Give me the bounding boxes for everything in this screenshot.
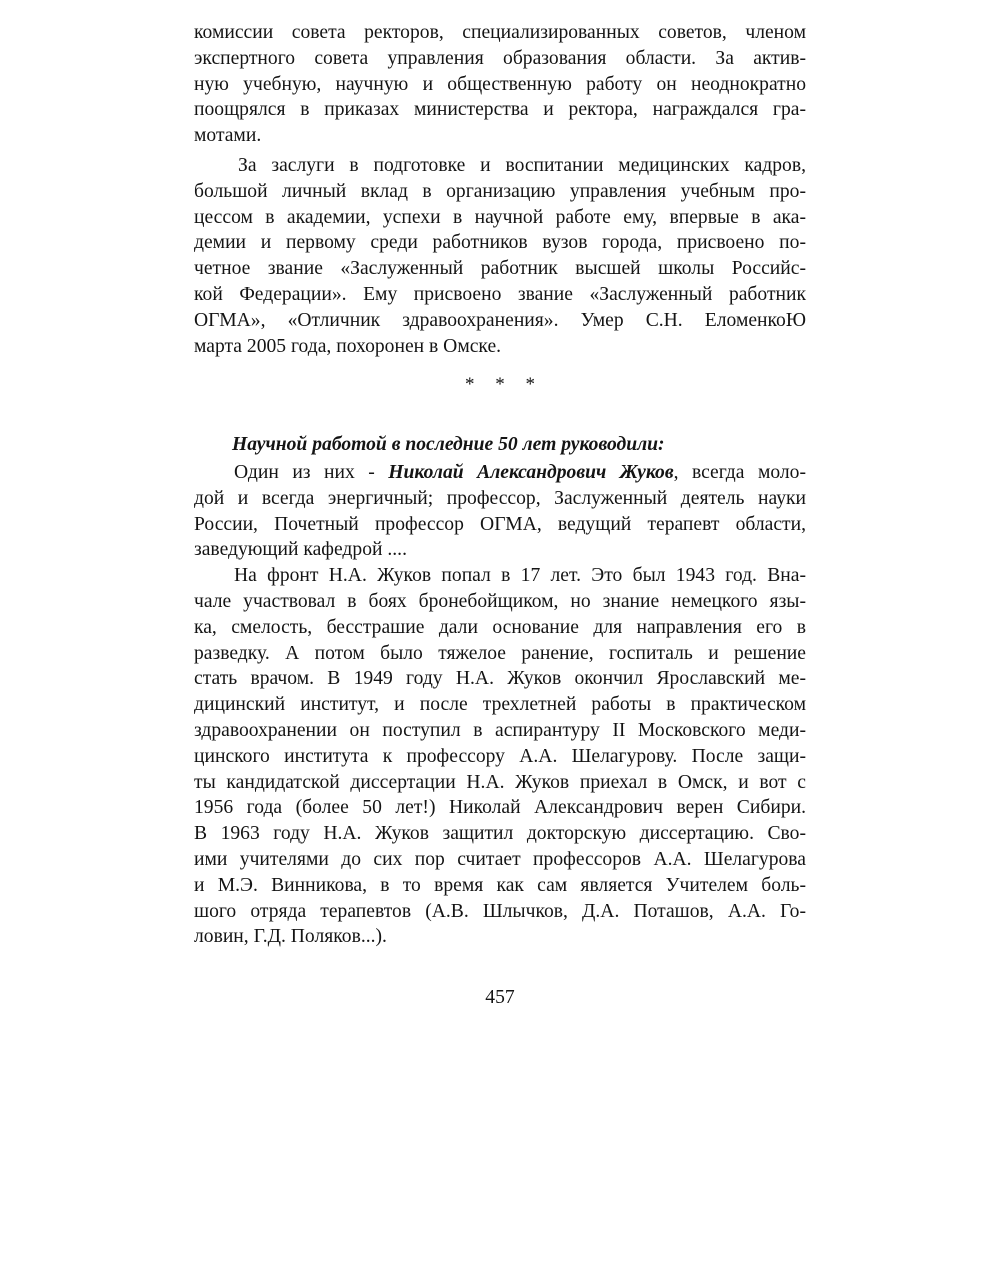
text-line: кой Федерации». Ему присвоено звание «Заслуженный работник — [194, 283, 806, 305]
lead-text: Один из них - — [234, 462, 389, 483]
text-line: За заслуги в подготовке и воспитании медицинских кадров, — [238, 154, 806, 176]
text-line: дой и всегда энергичный; профессор, Заслуженный деятель науки — [194, 487, 806, 509]
text-line: 1956 года (более 50 лет!) Николай Александрович верен Сибири. — [194, 797, 806, 819]
document-page — [194, 20, 806, 1008]
section-2 — [194, 460, 806, 950]
paragraph-3 — [194, 460, 806, 563]
text-line: мотами. — [194, 125, 262, 147]
text-line: марта 2005 года, похоронен в Омске. — [194, 335, 502, 357]
text-line: ную учебную, научную и общественную работу он неоднократно — [194, 73, 806, 95]
paragraph-2 — [194, 153, 806, 359]
text-line: России, Почетный профессор ОГМА, ведущий терапевт области, — [194, 513, 806, 535]
text-line: чале участвовал в боях бронебойщиком, но знание немецкого язы- — [194, 590, 806, 612]
section-separator: * * * — [465, 374, 543, 395]
text-line: ка, смелость, бесстрашие дали основание для направления его в — [194, 616, 806, 638]
paragraph-1 — [194, 20, 806, 149]
text-line: В 1963 году Н.А. Жуков защитил докторскую диссертацию. Сво- — [194, 823, 806, 845]
text-line: демии и первому среди работников вузов города, присвоено по- — [194, 232, 806, 254]
text-line — [194, 460, 806, 486]
page-number: 457 — [485, 987, 515, 1008]
text-line: ловин, Г.Д. Поляков...). — [194, 926, 387, 948]
person-name: Николай Александрович Жуков — [388, 462, 674, 483]
text-line: и М.Э. Винникова, в то время как сам является Учителем боль- — [194, 874, 806, 896]
text-line: цессом в академии, успехи в научной работе ему, впервые в ака- — [194, 206, 806, 228]
text-line: ОГМА», «Отличник здравоохранения». Умер С.Н. ЕломенкоЮ — [194, 309, 806, 331]
text-line: ими учителями до сих пор считает профессоров А.А. Шелагурова — [194, 848, 806, 870]
text-line: здравоохранении он поступил в аспирантуру II Московского меди- — [194, 719, 806, 741]
section-heading: Научной работой в последние 50 лет руководили: — [232, 434, 665, 455]
text-line: шого отряда терапевтов (А.В. Шлычков, Д.А. Поташов, А.А. Го- — [194, 900, 806, 922]
text-line: На фронт Н.А. Жуков попал в 17 лет. Это был 1943 год. Вна- — [234, 565, 806, 587]
text-line: большой личный вклад в организацию управления учебным про- — [194, 180, 806, 202]
text-line: заведующий кафедрой .... — [194, 539, 407, 561]
text-line: разведку. А потом было тяжелое ранение, госпиталь и решение — [194, 642, 806, 664]
text-line: комиссии совета ректоров, специализированных советов, членом — [194, 22, 806, 43]
text-line: экспертного совета управления образования области. За актив- — [194, 47, 806, 69]
text-line: дицинский институт, и после трехлетней работы в практическом — [194, 694, 806, 716]
text-line: поощрялся в приказах министерства и ректора, награждался гра- — [194, 99, 806, 121]
text-line: стать врачом. В 1949 году Н.А. Жуков окончил Ярославский ме- — [194, 668, 806, 690]
text-line: четное звание «Заслуженный работник высшей школы Российс- — [194, 258, 806, 280]
lead-text-rest: , всегда моло- — [673, 462, 806, 483]
text-line: ты кандидатской диссертации Н.А. Жуков приехал в Омск, и вот с — [194, 771, 806, 793]
paragraph-4 — [194, 563, 806, 950]
text-line: цинского института к профессору А.А. Шелагурову. После защи- — [194, 745, 806, 767]
